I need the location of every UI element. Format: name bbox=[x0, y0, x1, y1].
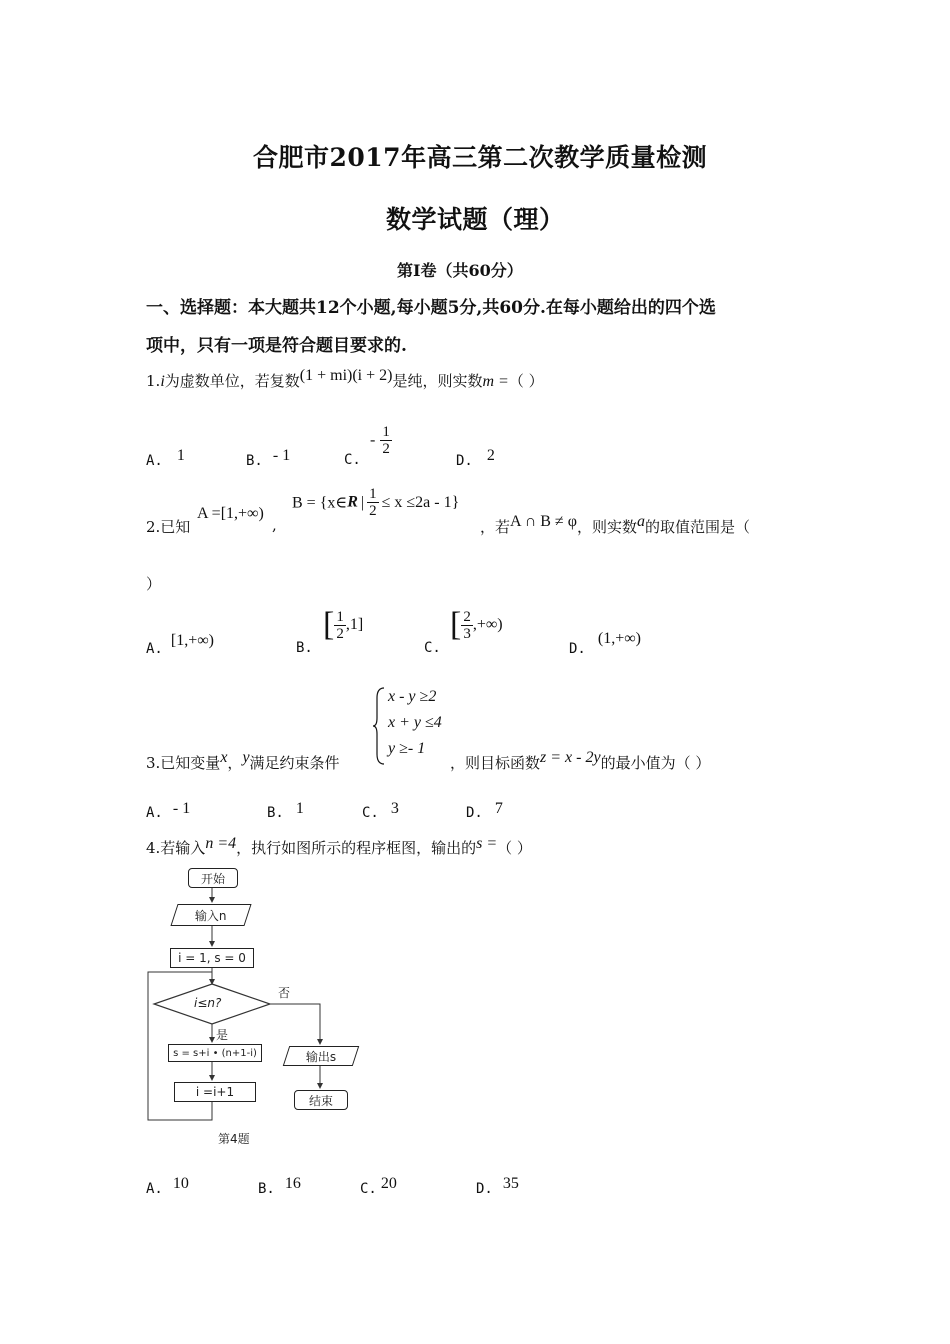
q1-option-b-label: B. bbox=[246, 453, 263, 469]
flowchart-no-label: 否 bbox=[278, 986, 291, 1000]
q4-option-a-label: A. bbox=[146, 1181, 163, 1197]
q1-option-c-fraction bbox=[380, 424, 392, 457]
q2-set-b-right: ≤ x ≤2a - 1} bbox=[381, 493, 460, 511]
q3-prefix: 3.已知变量 bbox=[146, 754, 221, 772]
q4-option-c-label: C. bbox=[360, 1181, 377, 1197]
q2-option-a-value: [1,+∞) bbox=[170, 632, 214, 649]
q3-stem-right bbox=[450, 749, 711, 773]
exam-title: 合肥市2017年高三第二次教学质量检测 bbox=[253, 143, 708, 172]
q3-option-a-label: A. bbox=[146, 805, 163, 821]
q4-text1: ，执行如图所示的程序框图，输出的 bbox=[236, 839, 477, 857]
q1-option-c-den: 2 bbox=[382, 441, 390, 457]
q3-option-d-value: 7 bbox=[494, 800, 503, 817]
question-1-stem bbox=[146, 367, 544, 391]
q1-var-m: m = bbox=[482, 373, 509, 390]
q3-stem-left bbox=[146, 749, 340, 773]
q3-objective: z = x - 2y bbox=[540, 749, 601, 766]
q2-option-b-den: 2 bbox=[336, 625, 344, 642]
flowchart-output-label: 输出s bbox=[305, 1049, 337, 1064]
q2-option-d bbox=[569, 630, 641, 658]
q2-option-c-label: C. bbox=[424, 640, 441, 656]
section-intro-line1: 一、选择题：本大题共12个小题,每小题5分,共60分.在每小题给出的四个选 bbox=[146, 298, 716, 318]
q1-option-c-num: 1 bbox=[382, 424, 390, 440]
q4-option-b-value: 16 bbox=[284, 1175, 301, 1192]
q2-option-b-tail: ,1] bbox=[345, 616, 364, 633]
q3-option-c-label: C. bbox=[362, 805, 379, 821]
q2-text2: ，则实数 bbox=[576, 518, 637, 536]
flowchart-start: 开始 bbox=[188, 868, 238, 888]
q1-option-b bbox=[246, 447, 291, 470]
q3-option-b-value: 1 bbox=[295, 800, 304, 817]
q1-option-d-value: 2 bbox=[486, 447, 495, 464]
q4-option-c bbox=[360, 1175, 397, 1198]
q2-stem-rest bbox=[480, 513, 750, 537]
q2-condition: A ∩ B ≠ φ bbox=[510, 513, 577, 530]
q4-option-a-value: 10 bbox=[172, 1175, 189, 1192]
flowchart-output bbox=[283, 1046, 359, 1066]
q4-input: n =4 bbox=[205, 835, 237, 852]
q4-stem bbox=[146, 837, 532, 858]
q2-option-b-fraction bbox=[334, 609, 346, 642]
q1-option-c-label: C. bbox=[344, 452, 361, 468]
q2-set-a-text: A =[1,+∞) bbox=[197, 505, 264, 522]
q2-set-b-r: R bbox=[347, 493, 358, 511]
q3-var-y: y bbox=[242, 749, 250, 766]
q2-option-c-fraction bbox=[461, 609, 473, 642]
q4-option-a bbox=[146, 1175, 189, 1198]
q2-set-b-left: B = {x∈ bbox=[292, 494, 348, 512]
q4-flowchart bbox=[146, 864, 366, 1154]
q1-option-c bbox=[344, 452, 361, 468]
q3-constraint-1: x - y ≥2 bbox=[388, 688, 437, 705]
q1-option-d bbox=[456, 447, 495, 470]
q1-option-a-label: A. bbox=[146, 453, 163, 469]
q4-option-d-value: 35 bbox=[502, 1175, 519, 1192]
q2-text3: 的取值范围是（ bbox=[644, 518, 750, 536]
q3-constraint-3: y ≥- 1 bbox=[388, 740, 426, 757]
q4-option-d-label: D. bbox=[476, 1181, 493, 1197]
q2-option-b-label: B. bbox=[296, 640, 313, 656]
q1-text2: 是纯，则实数 bbox=[392, 372, 483, 390]
flowchart-input bbox=[170, 904, 251, 926]
q2-option-c-den: 3 bbox=[463, 625, 471, 642]
volume-heading: 第Ⅰ卷（共60分） bbox=[397, 261, 523, 280]
flowchart-end: 结束 bbox=[294, 1090, 348, 1110]
q2-option-c bbox=[424, 640, 441, 656]
q1-text1: 为虚数单位，若复数 bbox=[164, 372, 300, 390]
q2-close-paren: ） bbox=[146, 575, 162, 593]
q4-option-b bbox=[258, 1175, 301, 1198]
q2-set-b bbox=[292, 486, 459, 519]
q2-set-b-num: 1 bbox=[369, 486, 377, 502]
q3-option-b-label: B. bbox=[267, 805, 284, 821]
q4-paren: （ ） bbox=[497, 839, 532, 857]
q3-option-a bbox=[146, 800, 191, 822]
q3-text3: 的最小值为（ ） bbox=[600, 754, 711, 772]
q3-constraint-2: x + y ≤4 bbox=[388, 714, 442, 731]
q3-option-c bbox=[362, 800, 399, 822]
q2-set-b-den: 2 bbox=[369, 503, 377, 519]
q3-option-c-value: 3 bbox=[390, 800, 399, 817]
q2-option-c-value bbox=[450, 606, 503, 644]
q2-option-b bbox=[296, 640, 313, 656]
q1-option-d-label: D. bbox=[456, 453, 473, 469]
q3-option-b bbox=[267, 800, 304, 822]
flowchart-init: i = 1, s = 0 bbox=[170, 948, 254, 968]
flowchart-yes-label: 是 bbox=[216, 1028, 229, 1042]
flowchart-caption: 第4题 bbox=[218, 1132, 250, 1146]
q4-option-d bbox=[476, 1175, 519, 1198]
flowchart-input-label: 输入n bbox=[195, 908, 227, 923]
q2-option-c-bracket: [ bbox=[450, 606, 462, 643]
q4-var-s: s = bbox=[476, 835, 498, 852]
q1-var-i: i bbox=[160, 373, 165, 390]
q2-option-d-value: (1,+∞) bbox=[597, 630, 641, 647]
q1-option-b-value: - 1 bbox=[272, 447, 291, 464]
q3-option-d bbox=[466, 800, 503, 822]
q4-prefix: 4.若输入 bbox=[146, 839, 206, 857]
q1-option-c-sign: - bbox=[370, 431, 376, 449]
q2-option-c-tail: ,+∞) bbox=[472, 616, 503, 633]
q2-option-b-bracket: [ bbox=[323, 606, 335, 643]
q3-text2: ，则目标函数 bbox=[450, 754, 541, 772]
flowchart-condition: i≤n? bbox=[194, 996, 222, 1010]
q2-option-a bbox=[146, 632, 214, 658]
q4-option-c-value: 20 bbox=[380, 1175, 397, 1192]
q3-var-x: x bbox=[220, 749, 228, 766]
q3-comma: ， bbox=[227, 754, 243, 772]
q2-comma: , bbox=[272, 516, 277, 534]
q4-option-b-label: B. bbox=[258, 1181, 275, 1197]
q3-option-a-value: - 1 bbox=[172, 800, 191, 817]
q2-prefix: 2.已知 bbox=[146, 518, 191, 536]
q1-option-a bbox=[146, 447, 185, 470]
q2-set-a bbox=[197, 505, 264, 523]
q1-option-a-value: 1 bbox=[176, 447, 185, 464]
exam-subtitle: 数学试题（理） bbox=[386, 205, 565, 234]
q2-option-b-num: 1 bbox=[336, 608, 344, 625]
q1-paren: （ ） bbox=[508, 372, 544, 390]
flowchart-update: s = s+i • (n+1-i) bbox=[168, 1044, 262, 1062]
q3-brace-icon bbox=[372, 686, 386, 766]
q1-number: 1. bbox=[146, 372, 161, 390]
q2-set-b-fraction bbox=[367, 486, 379, 519]
q3-option-d-label: D. bbox=[466, 805, 483, 821]
q2-set-b-bar: | bbox=[360, 493, 365, 511]
flowchart-increment: i =i+1 bbox=[174, 1082, 256, 1102]
q1-expression: (1 + mi)(i + 2) bbox=[299, 367, 393, 384]
q2-option-d-label: D. bbox=[569, 641, 586, 657]
q1-option-c-value bbox=[370, 424, 392, 457]
q2-option-c-num: 2 bbox=[463, 608, 471, 625]
q2-text1: ，若 bbox=[480, 518, 511, 536]
q2-var-a: a bbox=[636, 513, 645, 530]
section-intro-line2: 项中，只有一项是符合题目要求的. bbox=[146, 336, 407, 356]
q2-option-b-value bbox=[323, 606, 363, 644]
q3-text1: 满足约束条件 bbox=[249, 754, 340, 772]
q2-option-a-label: A. bbox=[146, 641, 163, 657]
